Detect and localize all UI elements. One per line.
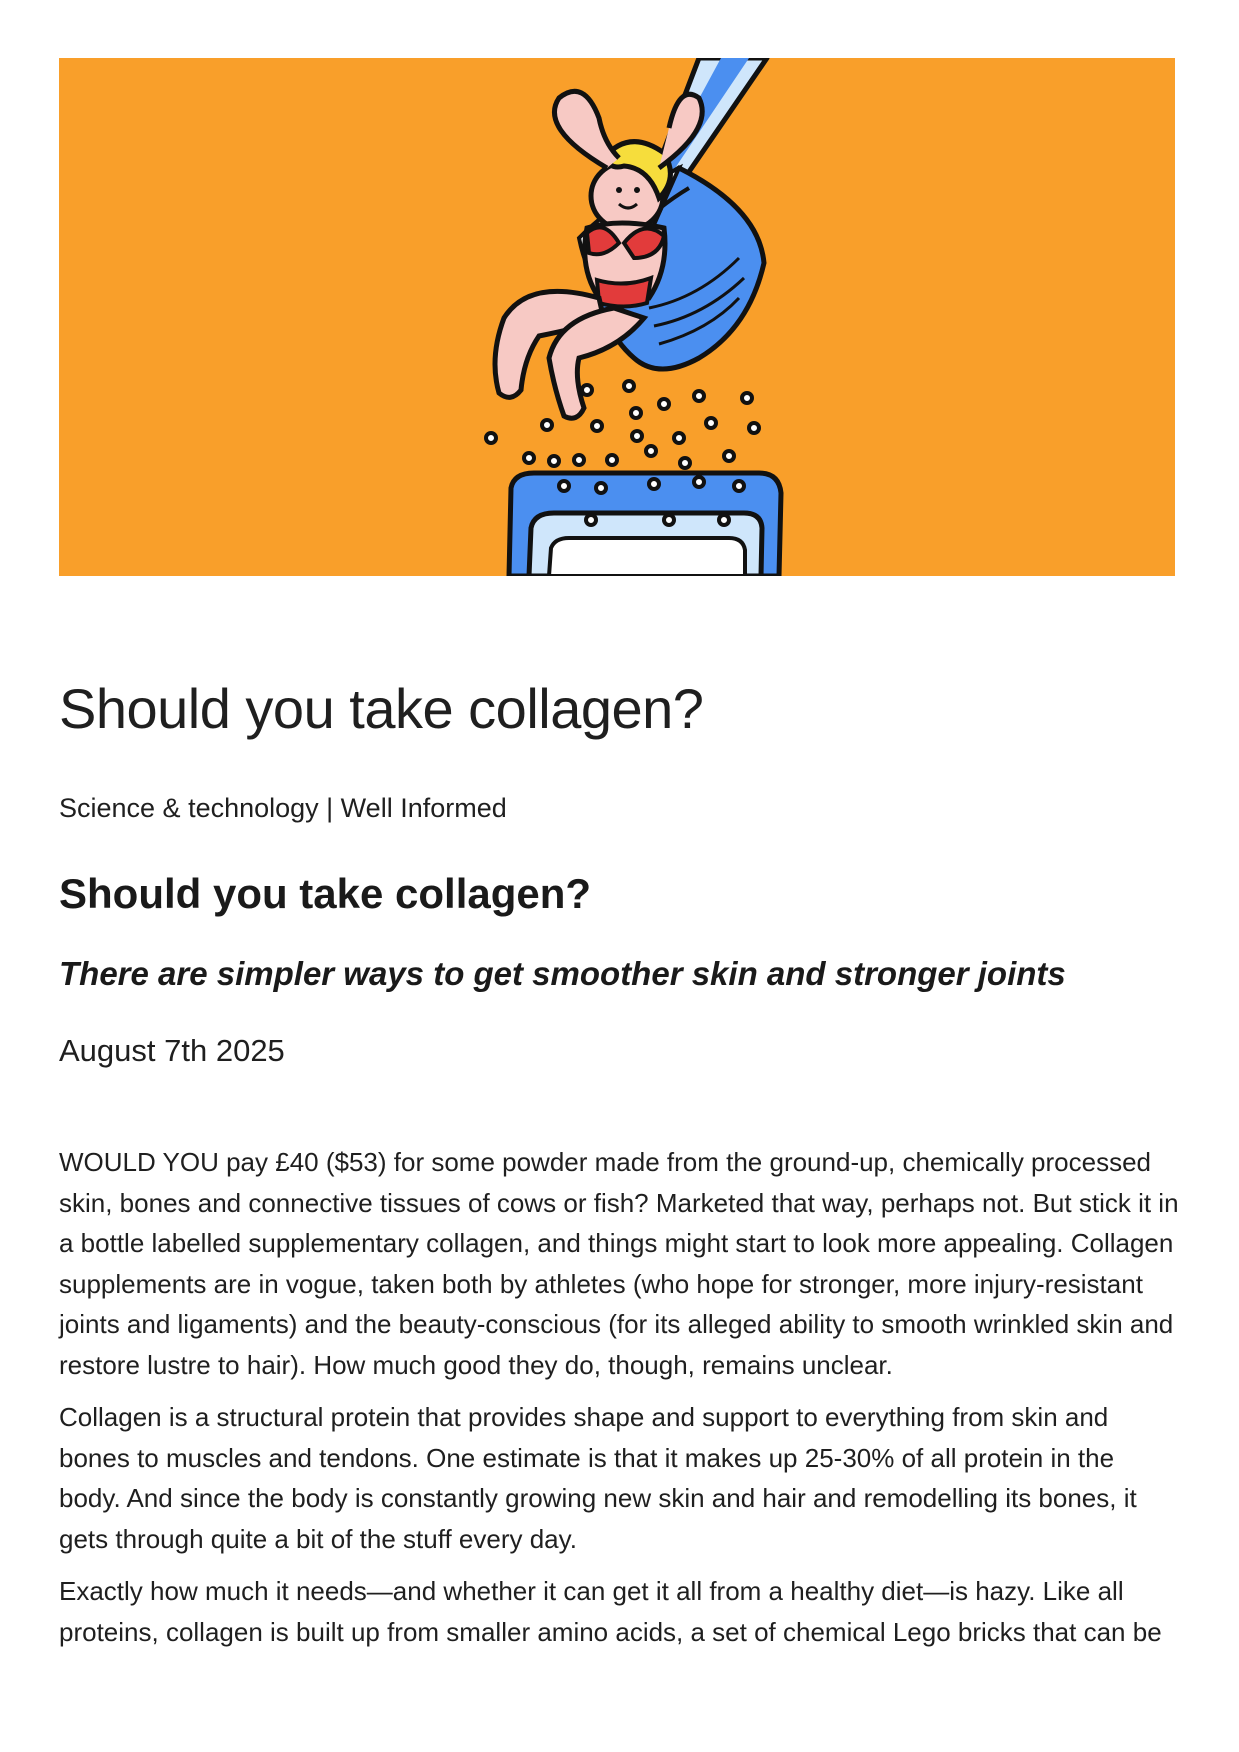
collagen-scoop-illustration-icon — [59, 58, 1175, 576]
article-rubric: There are simpler ways to get smoother skin and stronger joints — [59, 955, 1066, 992]
hero-illustration — [59, 58, 1175, 576]
body-paragraph: WOULD YOU pay £40 ($53) for some powder made from the ground-up, chemically processed skin, bones and connective tissues of cows or fish? Marketed that way, perhaps not. But stick it in a bottle labelled supplementary collagen, and things might start to look more appealing. Collagen supplements are in vogue, taken both by athletes (who hope for stronger, more injury-resistant joints and ligaments) and the beauty-conscious (for its alleged ability to smooth wrinkled skin and restore lustre to hair). How much good they do, though, remains unclear. — [59, 1147, 1179, 1380]
page-title: Should you take collagen? — [59, 677, 704, 740]
publish-date: August 7th 2025 — [59, 1033, 285, 1068]
section-label[interactable]: Science & technology | Well Informed — [59, 793, 507, 823]
body-paragraph: Collagen is a structural protein that provides shape and support to everything from skin and bones to muscles and tendons. One estimate is that it makes up 25-30% of all protein in the body. And since the body is constantly growing new skin and hair and remodelling its bones, it gets through quite a bit of the stuff every day. — [59, 1402, 1137, 1554]
article-body — [59, 1142, 1181, 1664]
body-paragraph: Exactly how much it needs—and whether it can get it all from a healthy diet—is hazy. Like all proteins, collagen is built up from smaller amino acids, a set of chemical Lego bricks that can be — [59, 1576, 1162, 1647]
article-headline: Should you take collagen? — [59, 870, 592, 917]
